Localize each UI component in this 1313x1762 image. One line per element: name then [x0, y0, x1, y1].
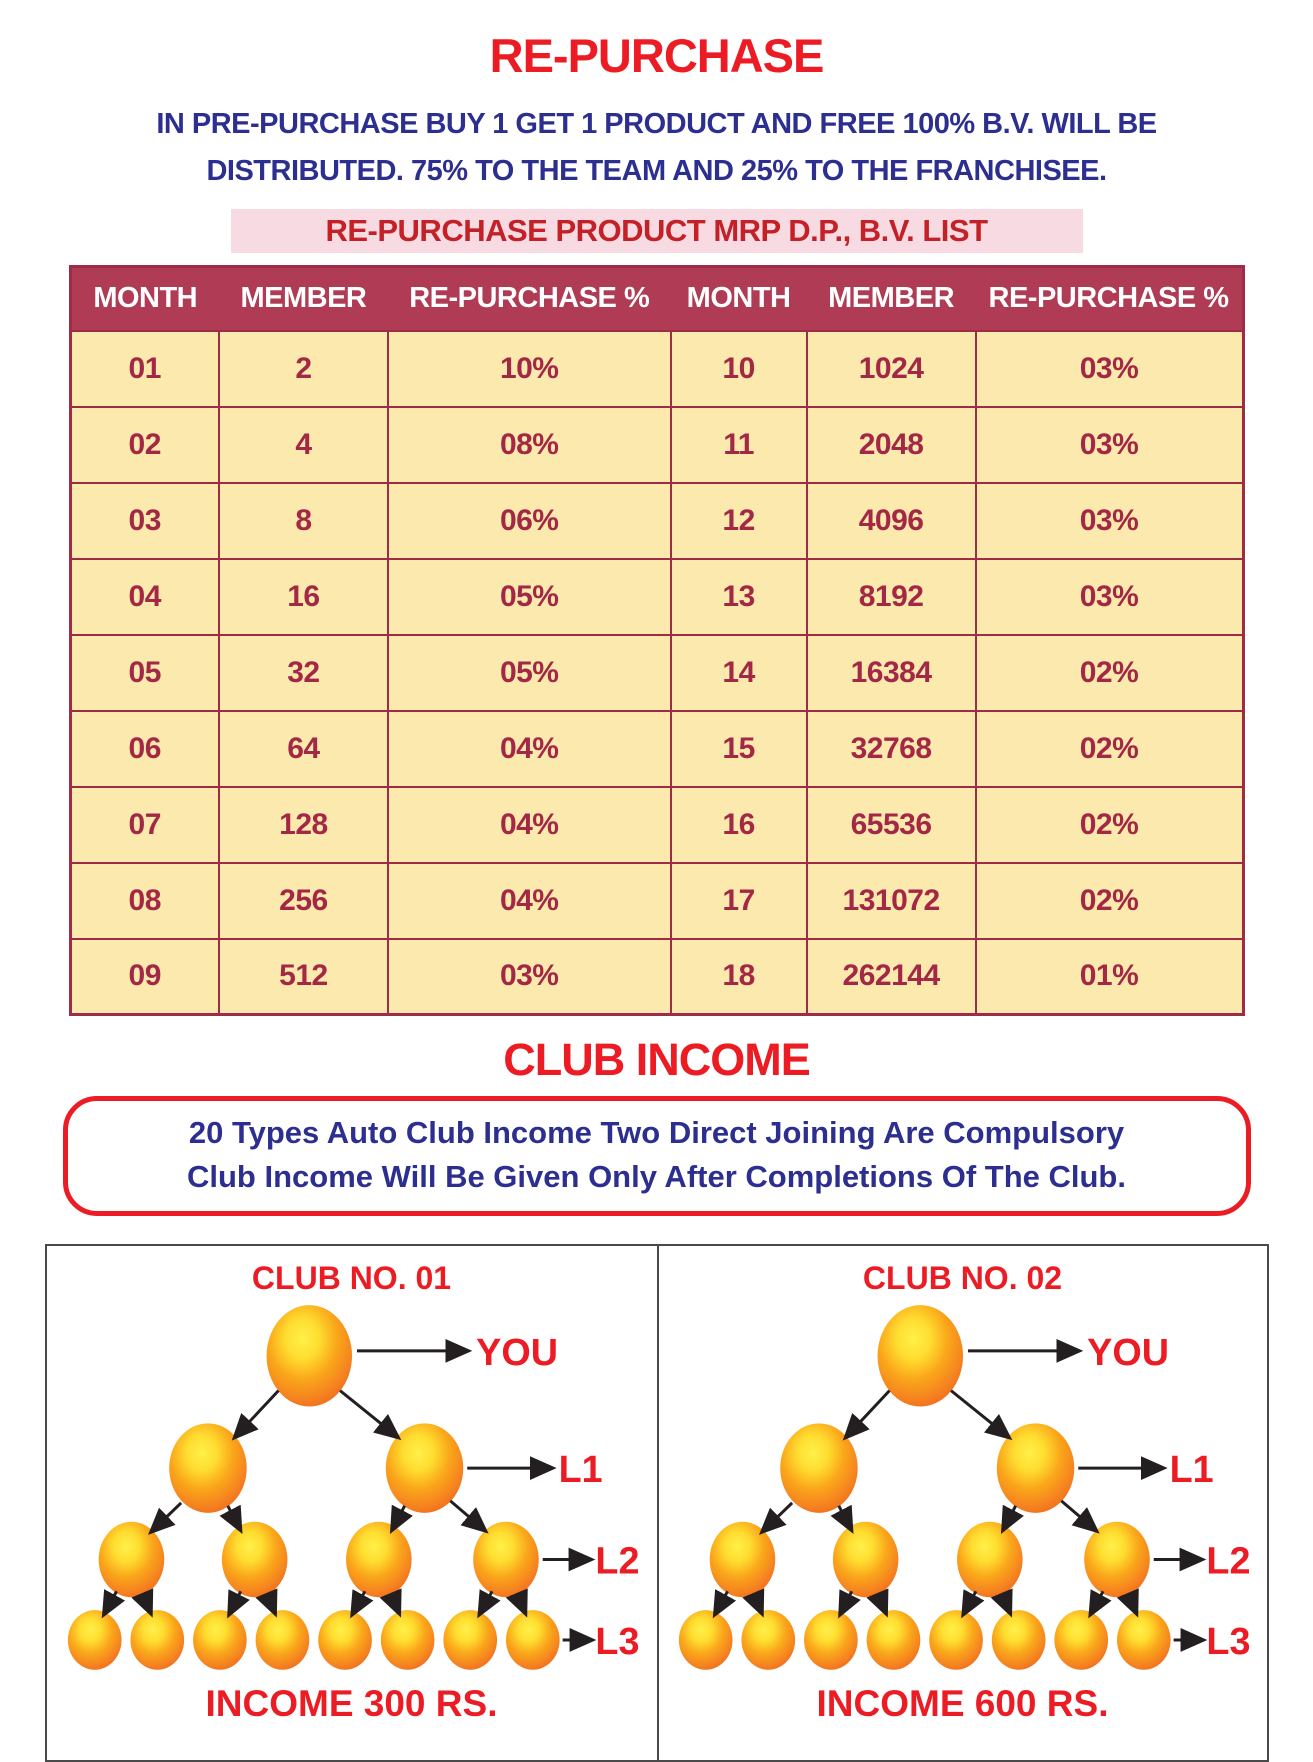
tree-node-l3 [1116, 1610, 1170, 1670]
table-row [70, 483, 1243, 559]
table-row [70, 939, 1243, 1015]
club-income-title: CLUB INCOME [503, 1034, 810, 1085]
table-cell: 03% [976, 559, 1243, 635]
table-cell: 4096 [807, 483, 976, 559]
table-cell: 16 [671, 787, 807, 863]
table-cell: 131072 [807, 863, 976, 939]
table-cell: 11 [671, 407, 807, 483]
tree-edge-arrow [763, 1503, 792, 1531]
tree-node-root [266, 1305, 351, 1406]
table-cell: 04% [388, 787, 671, 863]
tree-edge-arrow [390, 1593, 398, 1612]
tree-edge-arrow [877, 1593, 885, 1612]
table-cell: 03% [976, 483, 1243, 559]
tree-node-l2 [957, 1522, 1023, 1598]
col-header-member-1: MEMBER [219, 267, 388, 331]
table-cell: 02% [976, 635, 1243, 711]
table-cell: 256 [219, 863, 388, 939]
col-header-month-2: MONTH [671, 267, 807, 331]
table-cell: 02% [976, 787, 1243, 863]
tree-node-l2 [1084, 1522, 1150, 1598]
club-01-tree-diagram [49, 1299, 655, 1671]
table-cell: 8 [219, 483, 388, 559]
tree-node-l3 [443, 1610, 497, 1670]
table-cell: 15 [671, 711, 807, 787]
table-row [70, 711, 1243, 787]
table-cell: 06% [388, 483, 671, 559]
table-cell: 1024 [807, 331, 976, 407]
table-row [70, 863, 1243, 939]
table-cell: 02 [70, 407, 219, 483]
col-header-repurchase-2: RE-PURCHASE % [976, 267, 1243, 331]
tree-node-l3 [255, 1610, 309, 1670]
tree-node-l3 [130, 1610, 184, 1670]
repurchase-table [69, 265, 1245, 1016]
tree-edge-arrow [753, 1593, 761, 1612]
list-banner: RE-PURCHASE PRODUCT MRP D.P., B.V. LIST [231, 209, 1083, 253]
tree-edge-arrow [963, 1591, 975, 1613]
table-cell: 01 [70, 331, 219, 407]
table-cell: 4 [219, 407, 388, 483]
table-cell: 10% [388, 331, 671, 407]
tree-node-l3 [804, 1610, 858, 1670]
tree-node-root [877, 1305, 962, 1406]
tree-node-l1 [385, 1423, 462, 1512]
tree-node-l2 [221, 1522, 287, 1598]
col-header-repurchase-1: RE-PURCHASE % [388, 267, 671, 331]
l1-label: L1 [1169, 1448, 1214, 1491]
table-cell: 09 [70, 939, 219, 1015]
tree-node-l3 [318, 1610, 372, 1670]
tree-node-l3 [741, 1610, 795, 1670]
tree-edge-arrow [266, 1593, 274, 1612]
tree-edge-arrow [846, 1391, 889, 1437]
tree-node-l3 [929, 1610, 983, 1670]
tree-node-l3 [1054, 1610, 1108, 1670]
tree-edge-arrow [516, 1593, 524, 1612]
table-cell: 02% [976, 863, 1243, 939]
club-01-income: INCOME 300 RS. [205, 1683, 498, 1724]
table-cell: 02% [976, 711, 1243, 787]
table-cell: 128 [219, 787, 388, 863]
table-cell: 65536 [807, 787, 976, 863]
page-title: RE-PURCHASE [489, 29, 824, 82]
club-note-line-1: 20 Types Auto Club Income Two Direct Joining Are Compulsory [188, 1115, 1125, 1150]
tree-node-l2 [98, 1522, 164, 1598]
table-cell: 32768 [807, 711, 976, 787]
tree-node-l3 [505, 1610, 559, 1670]
tree-edge-arrow [838, 1506, 850, 1529]
table-cell: 04% [388, 711, 671, 787]
table-cell: 03% [388, 939, 671, 1015]
you-label: YOU [1086, 1330, 1169, 1373]
table-cell: 08 [70, 863, 219, 939]
tree-edge-arrow [227, 1506, 239, 1529]
tree-edge-arrow [152, 1503, 181, 1531]
club-02-tree-diagram [660, 1299, 1266, 1671]
tree-edge-arrow [1003, 1506, 1015, 1529]
club-01-name: CLUB NO. 01 [251, 1260, 452, 1296]
table-cell: 07 [70, 787, 219, 863]
tree-node-l2 [709, 1522, 775, 1598]
tree-node-l2 [346, 1522, 412, 1598]
table-cell: 18 [671, 939, 807, 1015]
tree-edge-arrow [104, 1591, 116, 1613]
tree-edge-arrow [340, 1391, 397, 1437]
table-cell: 01% [976, 939, 1243, 1015]
table-cell: 2 [219, 331, 388, 407]
club-01-section [47, 1246, 657, 1760]
l2-label: L2 [1205, 1539, 1250, 1582]
table-row [70, 787, 1243, 863]
table-cell: 16 [219, 559, 388, 635]
table-cell: 512 [219, 939, 388, 1015]
you-label: YOU [475, 1330, 558, 1373]
tree-edge-arrow [951, 1391, 1008, 1437]
tree-edge-arrow [1091, 1591, 1103, 1613]
tree-node-l3 [866, 1610, 920, 1670]
table-cell: 14 [671, 635, 807, 711]
tree-node-l3 [991, 1610, 1045, 1670]
tree-node-l3 [67, 1610, 121, 1670]
table-cell: 06 [70, 711, 219, 787]
table-row [70, 559, 1243, 635]
tree-edge-arrow [392, 1506, 404, 1529]
tree-node-l3 [678, 1610, 732, 1670]
l3-label: L3 [1205, 1619, 1250, 1662]
table-cell: 05% [388, 559, 671, 635]
l1-label: L1 [558, 1448, 603, 1491]
table-cell: 03% [976, 331, 1243, 407]
table-cell: 16384 [807, 635, 976, 711]
intro-paragraph [0, 101, 1313, 195]
intro-line-1: IN PRE-PURCHASE BUY 1 GET 1 PRODUCT AND FREE 100% B.V. WILL BE [156, 108, 1157, 140]
tree-node-l1 [780, 1423, 857, 1512]
table-header-row [70, 267, 1243, 331]
club-note-box [63, 1096, 1251, 1216]
table-cell: 8192 [807, 559, 976, 635]
club-02-section [657, 1246, 1267, 1760]
col-header-member-2: MEMBER [807, 267, 976, 331]
tree-node-l2 [832, 1522, 898, 1598]
tree-edge-arrow [840, 1591, 851, 1613]
l3-label: L3 [594, 1619, 639, 1662]
table-cell: 13 [671, 559, 807, 635]
club-note-line-2: Club Income Will Be Given Only After Completions Of The Club. [187, 1159, 1126, 1194]
table-cell: 64 [219, 711, 388, 787]
table-row [70, 635, 1243, 711]
tree-node-l3 [380, 1610, 434, 1670]
l2-label: L2 [594, 1539, 639, 1582]
tree-edge-arrow [715, 1591, 727, 1613]
tree-edge-arrow [142, 1593, 150, 1612]
table-cell: 03 [70, 483, 219, 559]
tree-edge-arrow [450, 1501, 484, 1530]
tree-edge-arrow [1127, 1593, 1135, 1612]
table-cell: 12 [671, 483, 807, 559]
table-row [70, 331, 1243, 407]
col-header-month-1: MONTH [70, 267, 219, 331]
tree-edge-arrow [1001, 1593, 1009, 1612]
table-cell: 2048 [807, 407, 976, 483]
table-cell: 03% [976, 407, 1243, 483]
tree-edge-arrow [235, 1391, 278, 1437]
table-cell: 05 [70, 635, 219, 711]
table-cell: 32 [219, 635, 388, 711]
table-cell: 04 [70, 559, 219, 635]
table-cell: 08% [388, 407, 671, 483]
tree-node-l2 [473, 1522, 539, 1598]
tree-edge-arrow [352, 1591, 364, 1613]
tree-edge-arrow [1061, 1501, 1095, 1530]
table-cell: 10 [671, 331, 807, 407]
table-cell: 05% [388, 635, 671, 711]
tree-edge-arrow [229, 1591, 240, 1613]
table-row [70, 407, 1243, 483]
table-cell: 262144 [807, 939, 976, 1015]
table-cell: 17 [671, 863, 807, 939]
tree-node-l1 [169, 1423, 246, 1512]
clubs-panel [45, 1244, 1269, 1762]
club-02-name: CLUB NO. 02 [862, 1260, 1063, 1296]
table-cell: 04% [388, 863, 671, 939]
club-02-income: INCOME 600 RS. [816, 1683, 1109, 1724]
tree-node-l1 [996, 1423, 1073, 1512]
tree-node-l3 [193, 1610, 247, 1670]
intro-line-2: DISTRIBUTED. 75% TO THE TEAM AND 25% TO THE FRANCHISEE. [206, 155, 1107, 187]
tree-edge-arrow [480, 1591, 492, 1613]
